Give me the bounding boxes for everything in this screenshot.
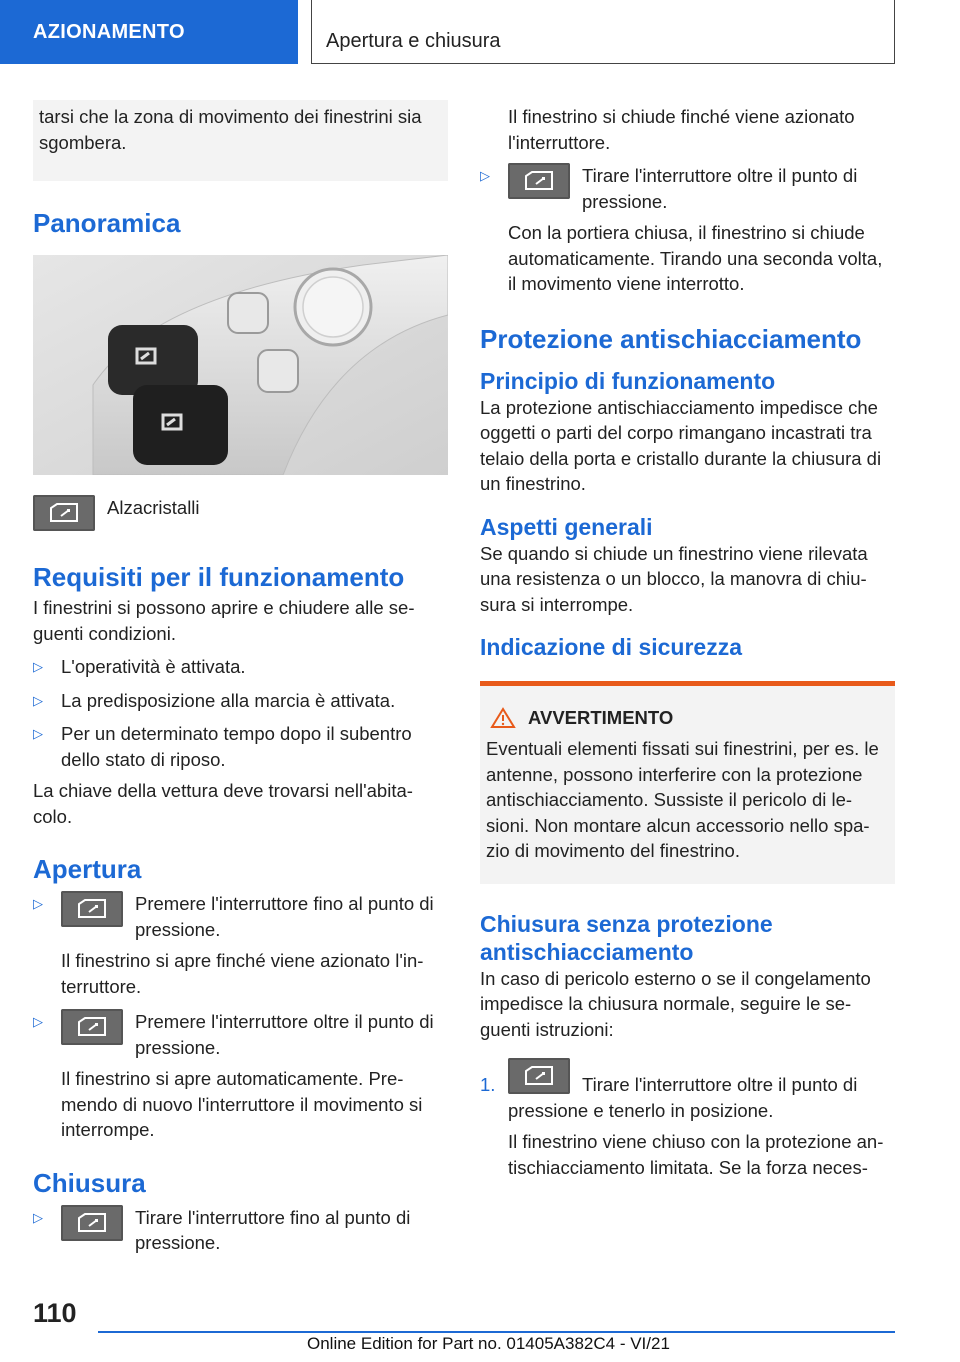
window-switch-icon <box>33 495 95 531</box>
window-switch-icon <box>508 163 570 199</box>
senza-text: In caso di pericolo esterno o se il congelamento impedisce la chiusura normale, seguire le se-guenti istruzioni: <box>480 967 871 1040</box>
heading-apertura: Apertura <box>33 854 142 884</box>
aspetti-text: Se quando si chiude un finestrino viene rilevata una resistenza o un blocco, la manovra di chiu-sura si interrompe. <box>480 542 868 615</box>
bullet-triangle-icon: ▷ <box>33 1014 43 1029</box>
page-header <box>0 0 960 66</box>
list-item: ▷ Premere l'interruttore oltre il punto di pressione. Il finestrino si apre automaticamente. Pre-mendo di nuovo l'interruttore il movimento si interrompe. <box>33 1011 434 1140</box>
left-column <box>33 100 448 1256</box>
chiave-text: La chiave della vettura deve trovarsi nell'abita-colo. <box>33 780 413 827</box>
bullet-triangle-icon: ▷ <box>33 1209 43 1225</box>
heading-principio: Principio di funzionamento <box>480 367 776 394</box>
list-item: ▷ La predisposizione alla marcia è attivata. <box>33 688 448 714</box>
requisiti-text: I finestrini si possono aprire e chiudere alle se-guenti condizioni. <box>33 597 415 644</box>
list-item: ▷ Premere l'interruttore fino al punto di pressione. Il finestrino si apre finché viene azionato l'in-terruttore. <box>33 893 434 997</box>
requisiti-list <box>33 654 448 772</box>
warning-triangle-icon <box>490 707 518 729</box>
bullet-triangle-icon: ▷ <box>33 726 43 741</box>
right-column <box>480 104 895 1180</box>
bullet-triangle-icon: ▷ <box>480 168 490 183</box>
list-item: ▷ Tirare l'interruttore oltre il punto di pressione. Con la portiera chiusa, il finestrino si chiude automaticamente. Tirando una seconda volta, il movimento viene interrotto. <box>480 165 883 294</box>
heading-chiusura: Chiusura <box>33 1167 146 1198</box>
apertura-list <box>33 891 448 1143</box>
icon-caption: Alzacristalli <box>107 497 200 518</box>
heading-indicazione: Indicazione di sicurezza <box>480 634 743 660</box>
window-switch-icon <box>61 1205 123 1241</box>
heading-panoramica: Panoramica <box>33 208 181 238</box>
bullet-triangle-icon: ▷ <box>33 692 43 708</box>
intro-note: tarsi che la zona di movimento dei finestrini sia sgombera. <box>33 100 448 181</box>
bullet-triangle-icon: ▷ <box>33 659 43 674</box>
warning-text: Eventuali elementi fissati sui finestrini, per es. le antenne, possono interferire con la protezione antischiacciamento. Sussiste il pericolo di le-sioni. Non montare alcun accessorio nello spa-zio di movimento del finestrino. <box>486 738 879 861</box>
window-switch-icon <box>61 1009 123 1045</box>
heading-aspetti: Aspetti generali <box>480 513 653 540</box>
heading-protezione: Protezione antischiacciamento <box>480 323 862 354</box>
heading-senza-protezione: Chiusura senza protezione antischiacciamento <box>480 910 773 965</box>
edition-text: Online Edition for Part no. 01405A382C4 - VI/21 <box>307 1334 670 1353</box>
window-switch-photo <box>33 255 448 475</box>
list-item: ▷ Tirare l'interruttore fino al punto di pressione. <box>33 1206 411 1253</box>
warning-title: AVVERTIMENTO <box>528 707 674 728</box>
window-switch-icon <box>508 1058 570 1094</box>
chiusura-1-desc: Il finestrino si chiude finché viene azionato l'interruttore. <box>508 106 855 153</box>
page-number: 110 <box>33 1298 77 1328</box>
principio-text: La protezione antischiacciamento impedisce che oggetti o parti del corpo rimangano incastrati tra telaio della porta e cristallo durante la chiusura di un finestrino. <box>480 396 882 494</box>
warning-box <box>480 681 895 884</box>
step-number: 1. <box>480 1074 496 1095</box>
chapter-title: Apertura e chiusura <box>311 0 895 64</box>
list-item: 1. Tirare l'interruttore oltre il punto di pressione e tenerlo in posizione. Il finestrino viene chiuso con la protezione an-tischiacciamento limitata. Se la forza neces- <box>480 1058 895 1180</box>
list-item: ▷ L'operatività è attivata. <box>33 654 448 680</box>
section-tab: AZIONAMENTO <box>0 0 298 64</box>
footer-divider <box>98 1331 895 1333</box>
icon-legend <box>33 495 448 531</box>
list-item: ▷ Per un determinato tempo dopo il subentro dello stato di riposo. <box>33 723 412 770</box>
window-switch-icon <box>61 891 123 927</box>
bullet-triangle-icon: ▷ <box>33 896 43 911</box>
heading-requisiti: Requisiti per il funzionamento <box>33 562 405 592</box>
